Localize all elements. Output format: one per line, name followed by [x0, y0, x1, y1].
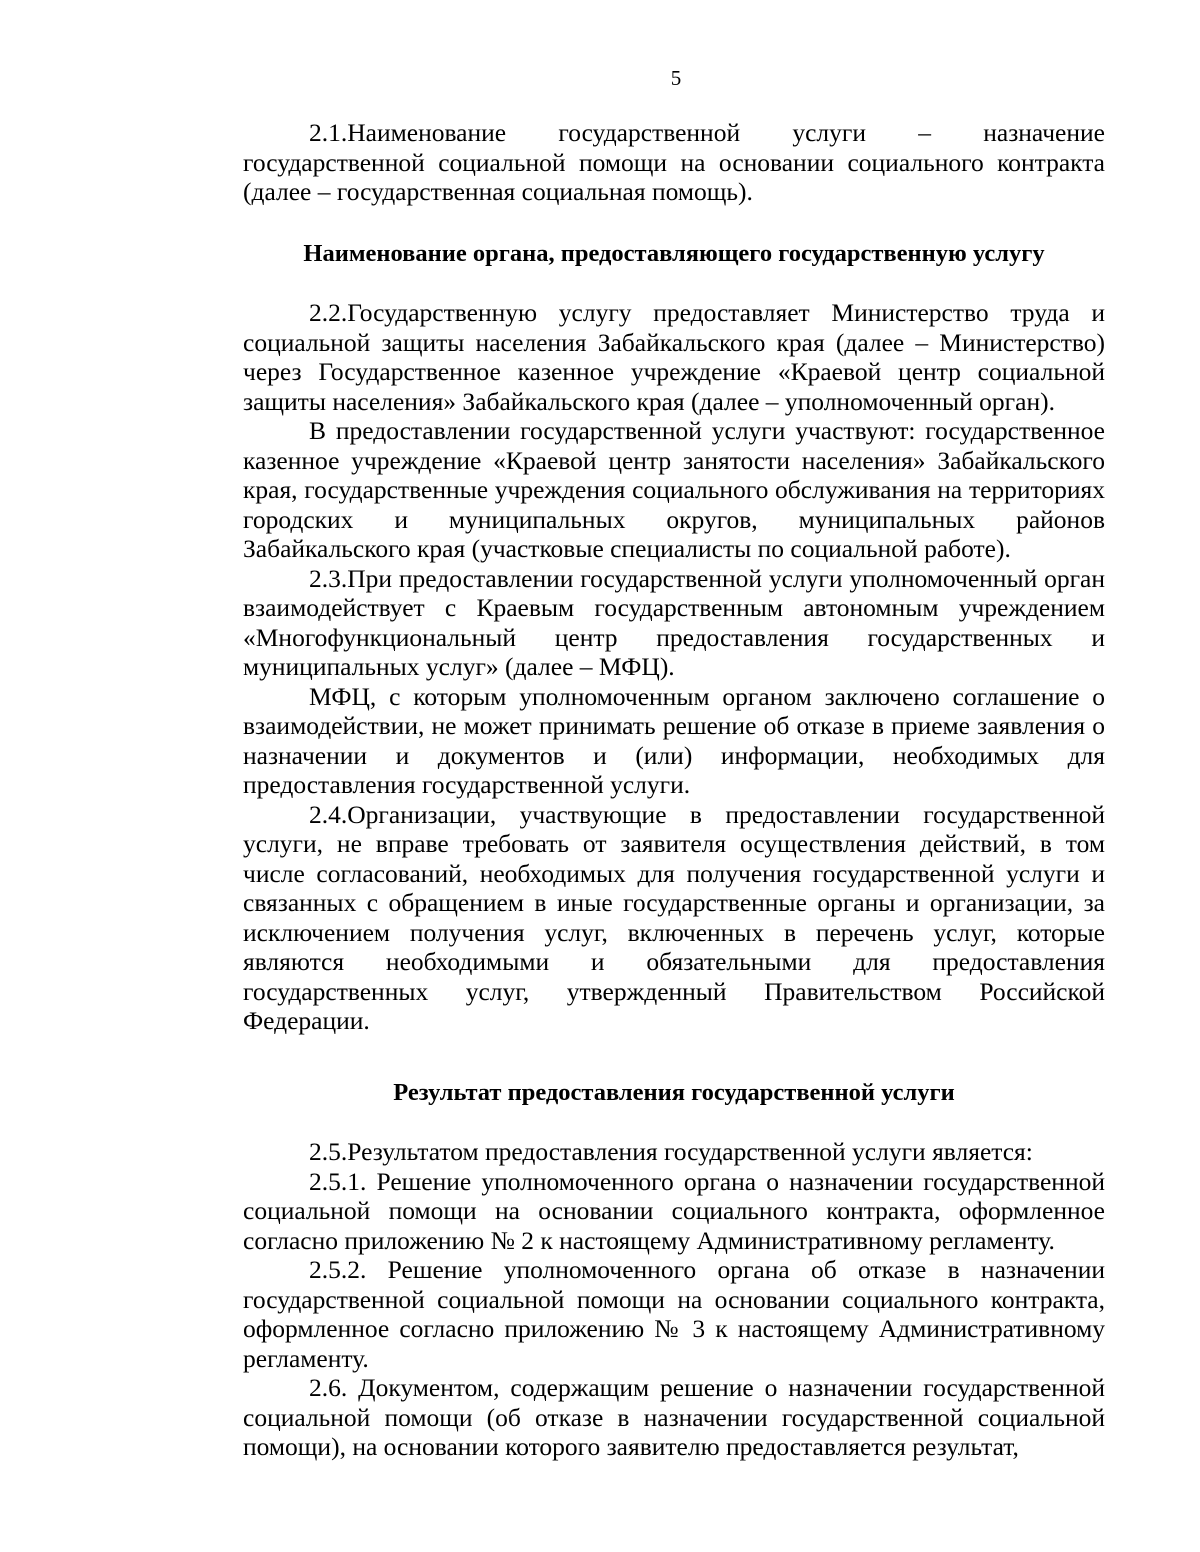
- paragraph-2-5-2: 2.5.2. Решение уполномоченного органа об отказе в назначении государственной социальной помощи на основании социального контракта, оформленное согласно приложению № 3 к настоящему Административному регламенту.: [243, 1255, 1105, 1373]
- paragraph-2-2: 2.2.Государственную услугу предоставляет Министерство труда и социальной защиты населения Забайкальского края (далее – Министерство) через Государственное казенное учреждение «Краевой центр социальной защиты населения» Забайкальского края (далее – уполномоченный орган).: [243, 298, 1105, 416]
- paragraph-2-6: 2.6. Документом, содержащим решение о назначении государственной социальной помощи (об отказе в назначении государственной социальной помощи), на основании которого заявителю предоставляется результат,: [243, 1373, 1105, 1461]
- paragraph-2-3: 2.3.При предоставлении государственной услуги уполномоченный орган взаимодействует с Краевым государственным автономным учреждением «Многофункциональный центр предоставления государственных и муниципальных услуг» (далее – МФЦ).: [243, 563, 1105, 681]
- section-service-result: [243, 1137, 1105, 1462]
- section-name-of-service: [243, 118, 1105, 207]
- paragraph-mfc: МФЦ, с которым уполномоченным органом заключено соглашение о взаимодействии, не может принимать решение об отказе в приеме заявления о назначении и документов и (или) информации, необходимых для предоставления государственной услуги.: [243, 681, 1105, 799]
- section-providing-authority: [243, 298, 1105, 1036]
- heading-providing-authority: Наименование органа, предоставляющего государственную услугу: [303, 240, 1045, 267]
- paragraph-2-1: 2.1.Наименование государственной услуги – назначение государственной социальной помощи на основании социального контракта (далее – государственная социальная помощь).: [243, 118, 1105, 206]
- page-number: 5: [670, 66, 682, 90]
- paragraph-participants: В предоставлении государственной услуги участвуют: государственное казенное учреждение «Краевой центр занятости населения» Забайкальского края, государственные учреждения социального обслуживания на территориях городских и муниципальных округов, муниципальных районов Забайкальского края (участковые специалисты по социальной работе).: [243, 416, 1105, 563]
- paragraph-2-5-1: 2.5.1. Решение уполномоченного органа о назначении государственной социальной помощи на основании социального контракта, оформленное согласно приложению № 2 к настоящему Административному регламенту.: [243, 1166, 1105, 1255]
- paragraph-2-5: 2.5.Результатом предоставления государственной услуги является:: [309, 1137, 1033, 1166]
- paragraph-2-4: 2.4.Организации, участвующие в предоставлении государственной услуги, не вправе требовать от заявителя осуществления действий, в том числе согласований, необходимых для получения государственной услуги и связанных с обращением в иные государственные органы и организации, за исключением получения услуг, включенных в перечень услуг, которые являются необходимыми и обязательными для предоставления государственных услуг, утвержденный Правительством Российской Федерации.: [243, 799, 1105, 1035]
- heading-service-result: Результат предоставления государственной услуги: [393, 1079, 955, 1106]
